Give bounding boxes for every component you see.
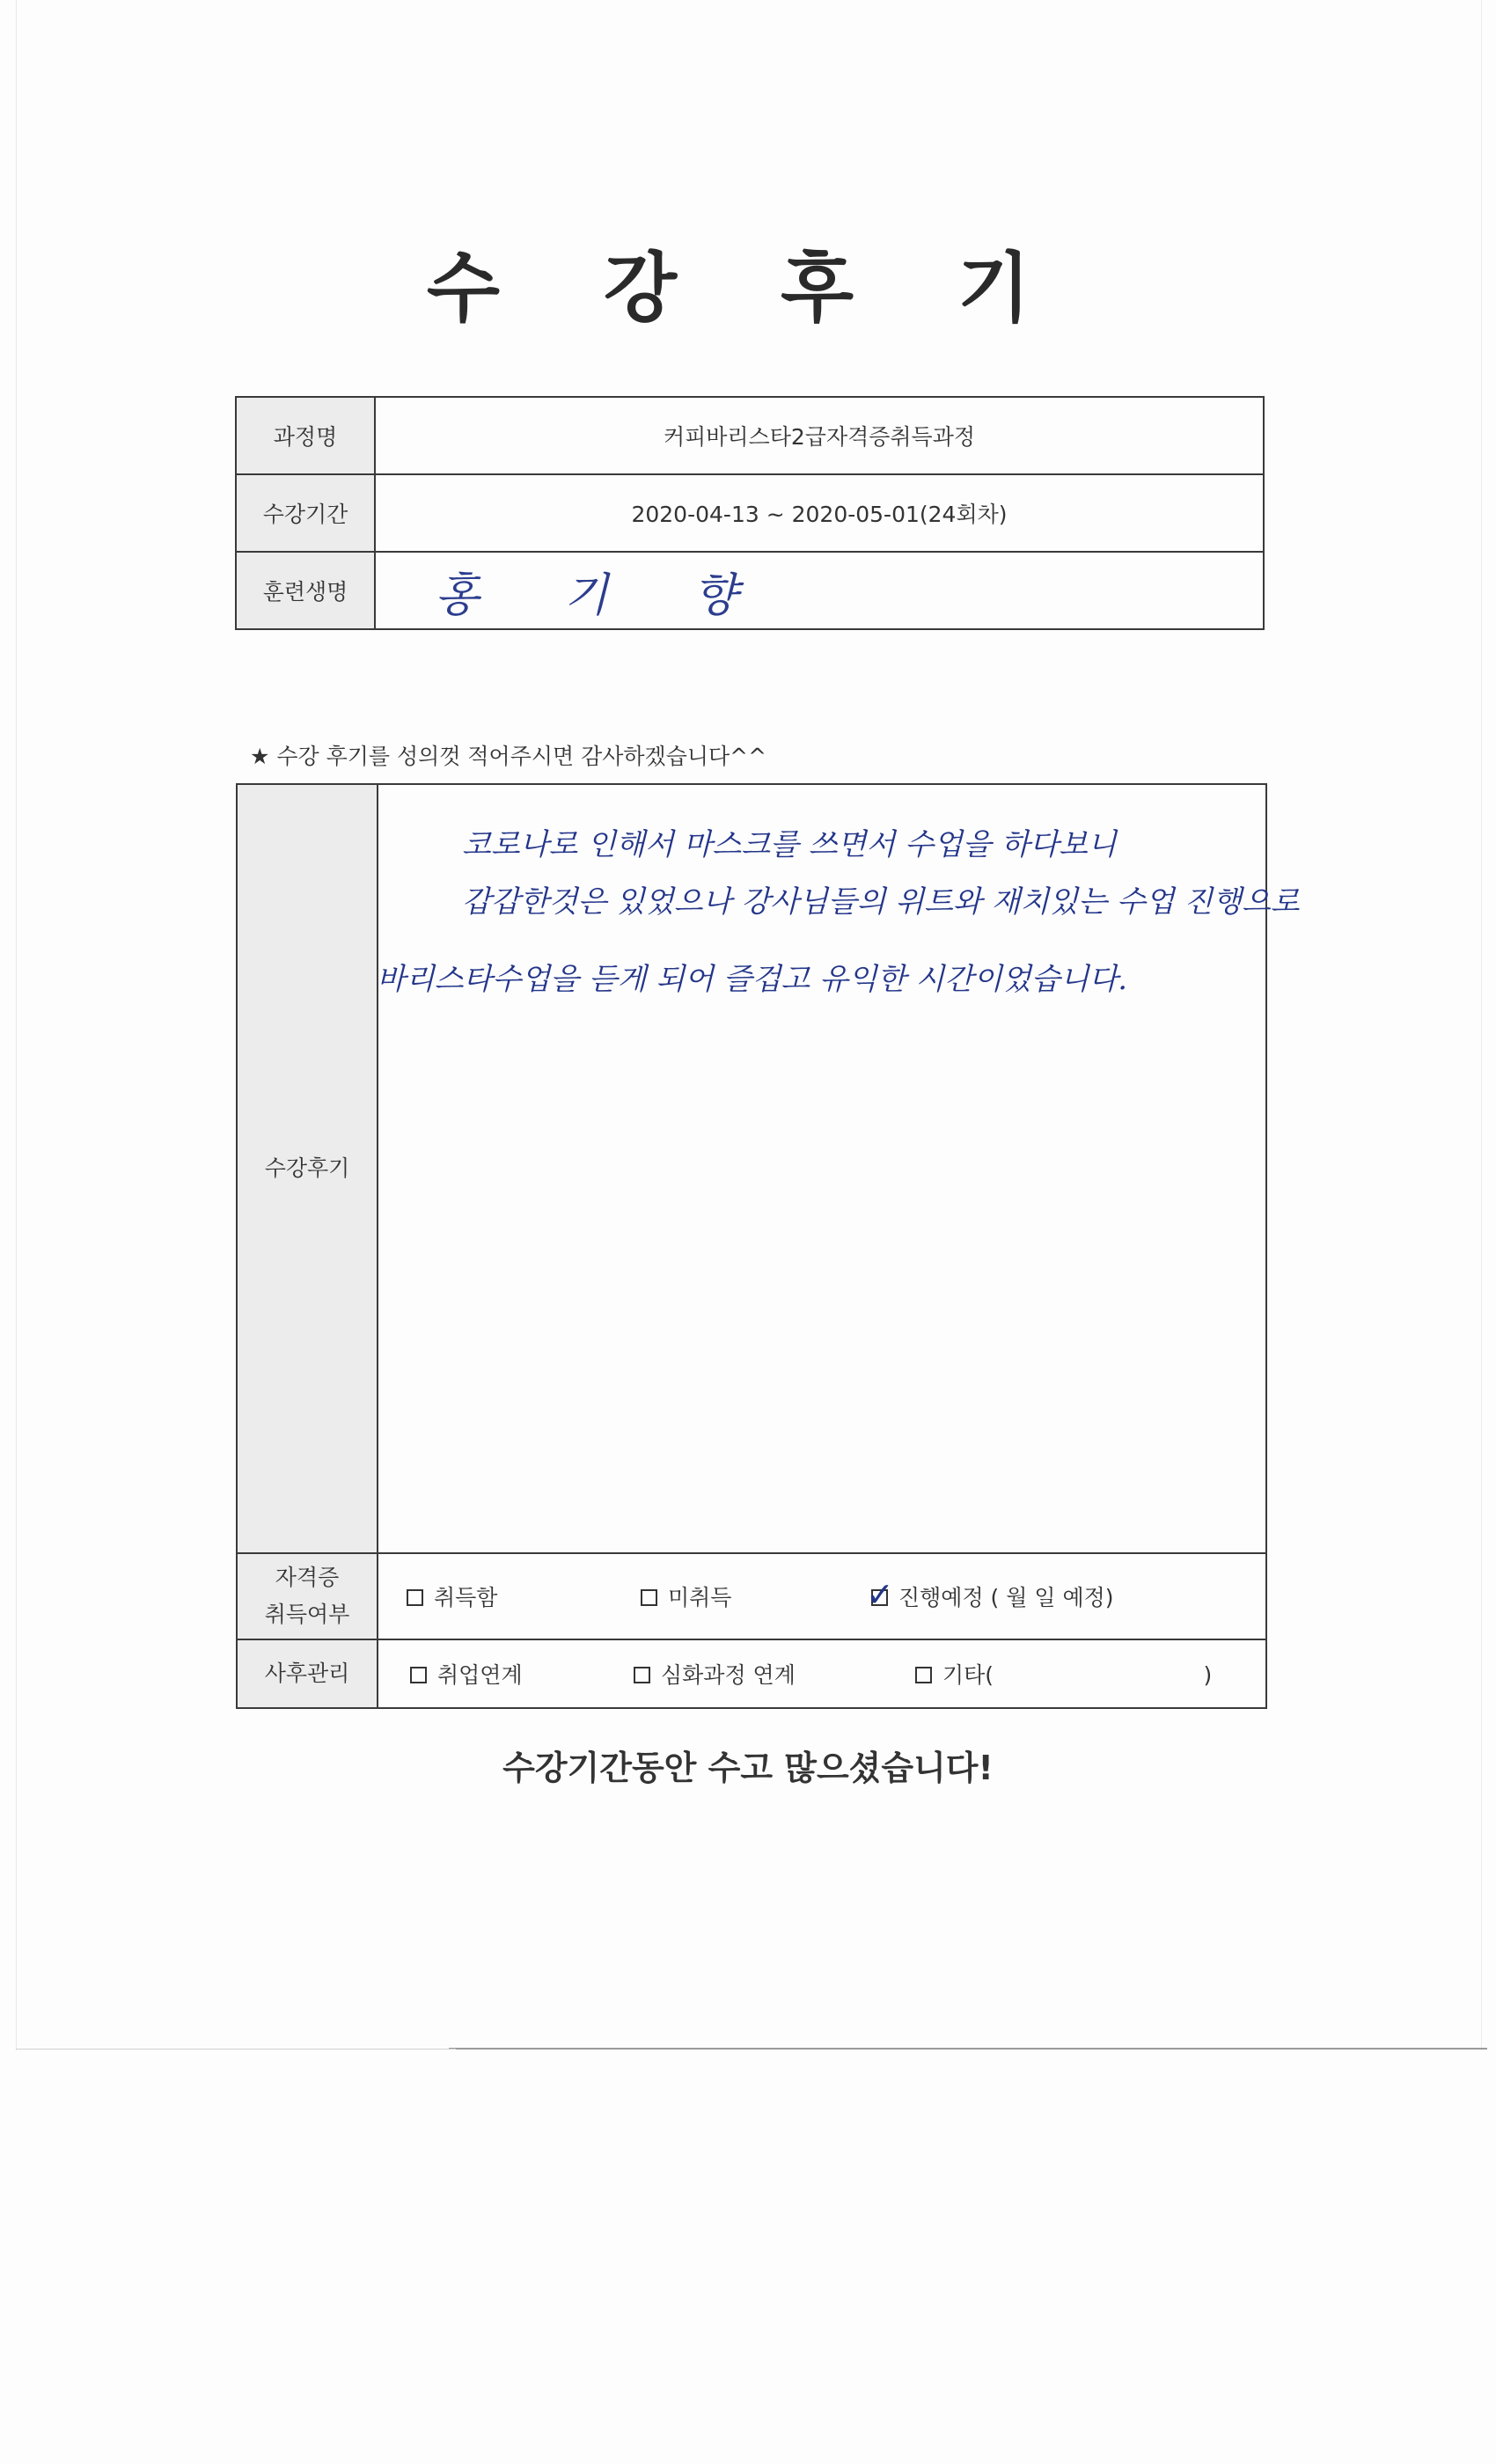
- closing-message: 수강기간동안 수고 많으셨습니다!: [502, 1749, 994, 1787]
- checkbox-job-link[interactable]: [410, 1667, 427, 1683]
- period-label: 수강기간: [236, 474, 375, 552]
- aftercare-options: [378, 1639, 1266, 1708]
- option-advanced-course[interactable]: [634, 1658, 796, 1690]
- option-not-acquired[interactable]: [641, 1580, 731, 1612]
- option-advanced-course-label: 심화과정 연계: [661, 1662, 796, 1688]
- review-line-2: 갑갑한것은 있었으나 강사님들의 위트와 재치있는 수업 진행으로: [462, 884, 1300, 920]
- certification-label-line2: 취득여부: [264, 1602, 350, 1627]
- option-job-link-label: 취업연계: [437, 1662, 523, 1688]
- trainee-label: 훈련생명: [236, 552, 375, 629]
- option-other[interactable]: [915, 1658, 1212, 1690]
- checkbox-acquired[interactable]: [407, 1589, 423, 1606]
- trainee-name-handwritten: 홍 기 향: [435, 568, 773, 622]
- page-title: 수 강 후 기: [426, 245, 1070, 333]
- option-in-progress-label: 진행예정 ( 월 일 예정): [898, 1585, 1114, 1610]
- checkbox-in-progress[interactable]: [866, 1574, 894, 1614]
- option-other-label: 기타( ): [942, 1662, 1213, 1688]
- instruction-note: ★ 수강 후기를 성의껏 적어주시면 감사하겠습니다^^: [250, 744, 767, 769]
- option-acquired[interactable]: [407, 1580, 497, 1612]
- checkmark-icon: ✓: [866, 1574, 894, 1614]
- certification-options: [378, 1553, 1266, 1639]
- course-label: 과정명: [236, 397, 375, 474]
- review-line-3: 바리스타수업을 듣게 되어 즐겁고 유익한 시간이었습니다.: [377, 962, 1128, 997]
- option-not-acquired-label: 미취득: [668, 1585, 732, 1610]
- review-label: 수강후기: [237, 784, 378, 1553]
- certification-label-line1: 자격증: [275, 1565, 340, 1590]
- checkbox-advanced-course[interactable]: [634, 1667, 650, 1683]
- certification-row: [237, 1553, 1266, 1639]
- review-line-1: 코로나로 인해서 마스크를 쓰면서 수업을 하다보니: [462, 827, 1117, 862]
- scan-bottom-edge: [449, 2048, 1487, 2050]
- trainee-cell: [375, 552, 1264, 629]
- option-job-link[interactable]: [410, 1658, 523, 1690]
- trainee-row: [236, 552, 1264, 629]
- checkbox-not-acquired[interactable]: [641, 1589, 657, 1606]
- aftercare-label: 사후관리: [237, 1639, 378, 1708]
- aftercare-row: [237, 1639, 1266, 1708]
- period-row: [236, 474, 1264, 552]
- course-row: [236, 397, 1264, 474]
- course-info-table: [235, 396, 1265, 630]
- period-value: 2020-04-13 ~ 2020-05-01(24회차): [375, 474, 1264, 552]
- review-table: [236, 783, 1300, 1709]
- review-row: [237, 784, 1266, 1553]
- scan-bottom-edge-left: [16, 2049, 456, 2050]
- certification-label: [237, 1553, 378, 1639]
- option-acquired-label: 취득함: [434, 1585, 498, 1610]
- course-value: 커피바리스타2급자격증취득과정: [375, 397, 1264, 474]
- option-in-progress[interactable]: [866, 1574, 1114, 1614]
- checkbox-other[interactable]: [915, 1667, 932, 1683]
- review-body: [377, 784, 1300, 1553]
